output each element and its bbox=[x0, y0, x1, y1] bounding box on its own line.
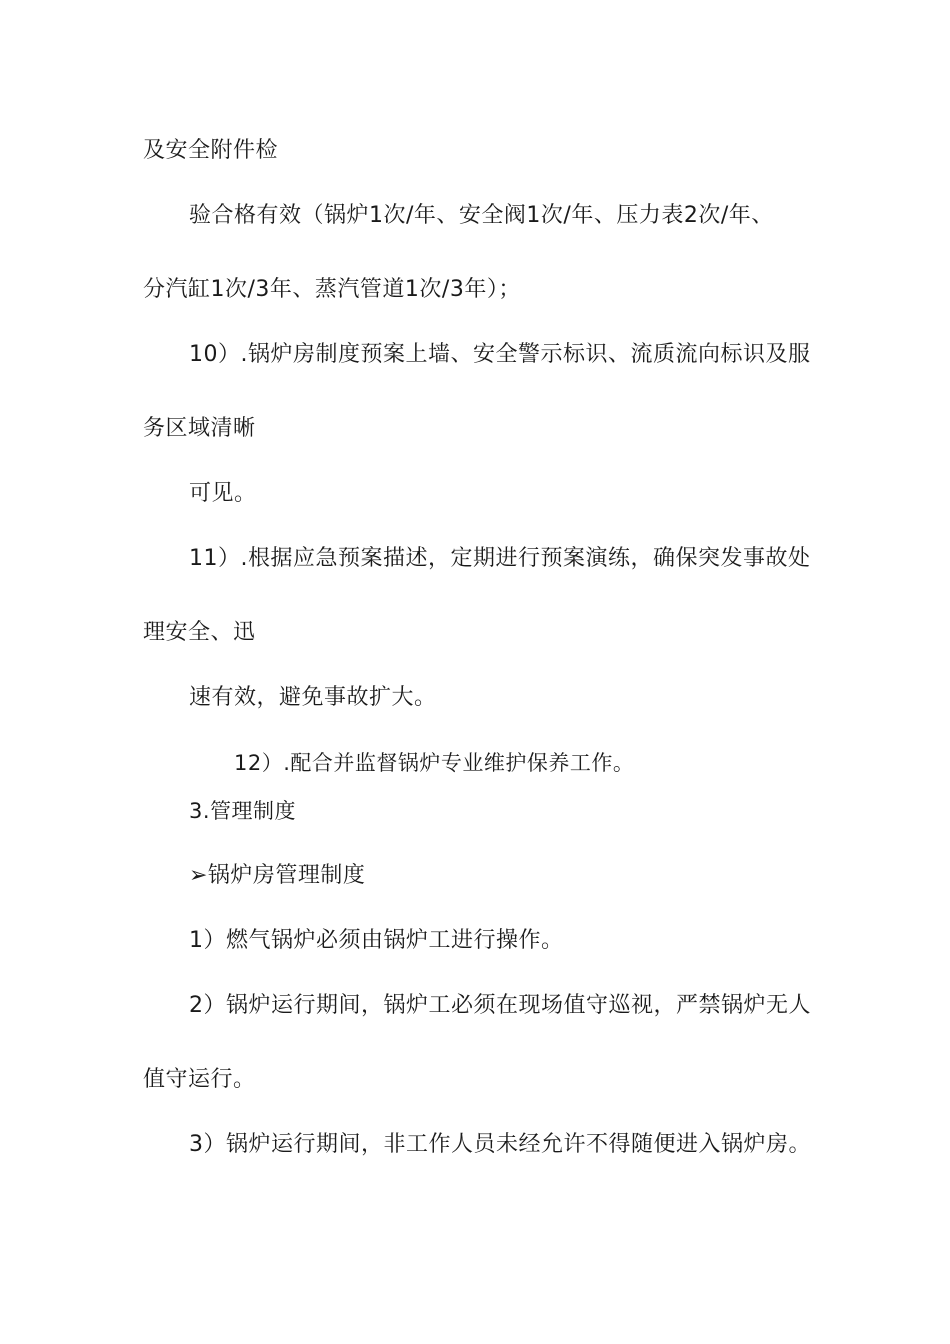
paragraph-line-2: 验合格有效（锅炉1次/年、安全阀1次/年、压力表2次/年、 bbox=[189, 203, 774, 228]
paragraph-line-1: 及安全附件检 bbox=[143, 138, 279, 163]
rule-item-3: 3）锅炉运行期间，非工作人员未经允许不得随便进入锅炉房。 bbox=[189, 1132, 811, 1157]
section-heading: 3.管理制度 bbox=[189, 799, 297, 823]
rule-item-2: 2）锅炉运行期间，锅炉工必须在现场值守巡视，严禁锅炉无人 bbox=[189, 993, 811, 1018]
paragraph-line-3: 分汽缸1次/3年、蒸汽管道1次/3年）； bbox=[143, 277, 521, 302]
paragraph-line-7: 11）.根据应急预案描述，定期进行预案演练，确保突发事故处 bbox=[189, 546, 811, 571]
subsection-heading: ➢锅炉房管理制度 bbox=[189, 863, 366, 888]
rule-item-2-continued: 值守运行。 bbox=[143, 1067, 256, 1092]
paragraph-line-6: 可见。 bbox=[189, 481, 257, 506]
paragraph-line-8: 理安全、迅 bbox=[143, 620, 256, 645]
paragraph-line-9: 速有效，避免事故扩大。 bbox=[189, 685, 437, 710]
paragraph-line-10: 12）.配合并监督锅炉专业维护保养工作。 bbox=[234, 751, 635, 775]
paragraph-line-4: 10）.锅炉房制度预案上墙、安全警示标识、流质流向标识及服 bbox=[189, 342, 811, 367]
rule-item-1: 1）燃气锅炉必须由锅炉工进行操作。 bbox=[189, 928, 564, 953]
paragraph-line-5: 务区域清晰 bbox=[143, 416, 256, 441]
